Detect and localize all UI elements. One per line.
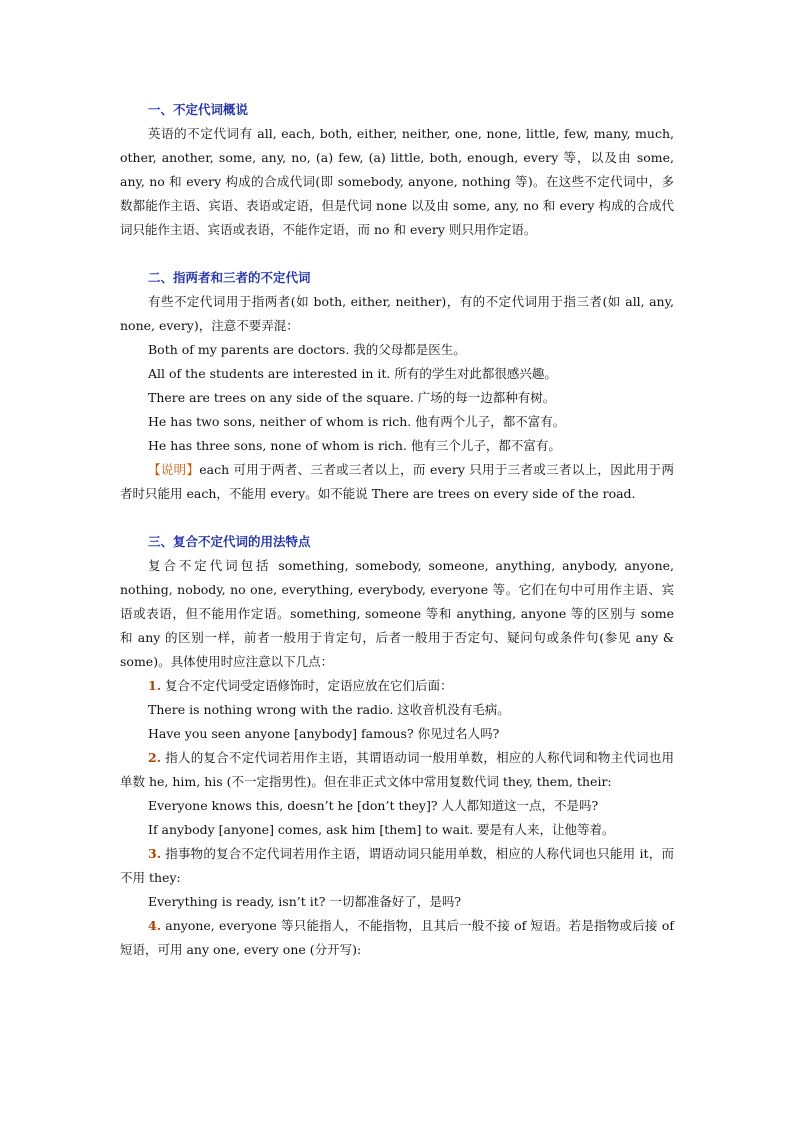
point-number: 1.	[148, 678, 162, 693]
point-number: 3.	[148, 846, 162, 861]
section-1-paragraph: 英语的不定代词有 all, each, both, either, neither, one, none, little, few, many, much, other, another, some, any, no, (a) few, (a) little, both, enough, every 等，以及由 some, any, no 和 every 构成的合成代词(即 somebody, anyone, nothing 等)。在这些不定代词中，多数都能作主语、宾语、表语或定语，但是代词 none 以及由 some, any, no 和 every 构成的合成代词只能作主语、宾语或表语，不能作定语，而 no 和 every 则只用作定语。	[120, 126, 674, 237]
example-sentence: Have you seen anyone [anybody] famous? 你见过名人吗?	[148, 726, 500, 741]
example-sentence: He has two sons, neither of whom is rich. 他有两个儿子，都不富有。	[148, 414, 566, 429]
section-3-paragraph: 复合不定代词包括 something, somebody, someone, anything, anybody, anyone, nothing, nobody, no one, everything, everybody, everyone 等。它们在句中可用作主语、宾语或表语，但不能用作定语。something, someone 等和 anything, anyone 等的区别与 some 和 any 的区别一样，前者一般用于肯定句，后者一般用于否定句、疑问句或条件句(参见 any & some)。具体使用时应注意以下几点：	[120, 558, 674, 669]
example-sentence: If anybody [anyone] comes, ask him [them] to wait. 要是有人来，让他等着。	[148, 822, 615, 837]
example-sentence: All of the students are interested in it. 所有的学生对此都很感兴趣。	[148, 366, 557, 381]
section-2-heading: 二、指两者和三者的不定代词	[148, 270, 311, 285]
document-body	[120, 98, 674, 962]
note-tag: 【说明】	[148, 462, 200, 477]
point-1	[120, 674, 674, 698]
point-2	[120, 746, 674, 794]
example-sentence: Everything is ready, isn’t it? 一切都准备好了，是吗?	[148, 894, 462, 909]
example-sentence: He has three sons, none of whom is rich. 他有三个儿子，都不富有。	[148, 438, 561, 453]
point-text: anyone, everyone 等只能指人，不能指物，且其后一般不接 of 短语。若是指物或后接 of 短语，可用 any one, every one (分开写):	[120, 918, 674, 957]
example-sentence: Everyone knows this, doesn’t he [don’t they]? 人人都知道这一点，不是吗?	[148, 798, 599, 813]
point-text: 复合不定代词受定语修饰时，定语应放在它们后面：	[161, 678, 453, 693]
point-number: 2.	[148, 750, 162, 765]
point-3	[120, 842, 674, 890]
section-2-paragraph: 有些不定代词用于指两者(如 both, either, neither)，有的不定代词用于指三者(如 all, any, none, every)，注意不要弄混：	[120, 294, 674, 333]
point-text: 指事物的复合不定代词若用作主语，谓语动词只能用单数，相应的人称代词也只能用 it，而不用 they:	[120, 846, 674, 885]
point-text: 指人的复合不定代词若用作主语，其谓语动词一般用单数，相应的人称代词和物主代词也用单数 he, him, his (不一定指男性)。但在非正式文体中常用复数代词 they, them, their:	[120, 750, 674, 789]
section-1-heading: 一、不定代词概说	[148, 102, 249, 117]
example-sentence: There is nothing wrong with the radio. 这收音机没有毛病。	[148, 702, 510, 717]
point-number: 4.	[148, 918, 162, 933]
note-paragraph	[120, 458, 674, 506]
example-sentence: There are trees on any side of the square. 广场的每一边都种有树。	[148, 390, 556, 405]
note-text: each 可用于两者、三者或三者以上，而 every 只用于三者或三者以上，因此用于两者时只能用 each，不能用 every。如不能说 There are trees on every side of the road.	[120, 462, 674, 501]
section-3-heading: 三、复合不定代词的用法特点	[148, 534, 311, 549]
example-sentence: Both of my parents are doctors. 我的父母都是医生。	[148, 342, 466, 357]
point-4	[120, 914, 674, 962]
